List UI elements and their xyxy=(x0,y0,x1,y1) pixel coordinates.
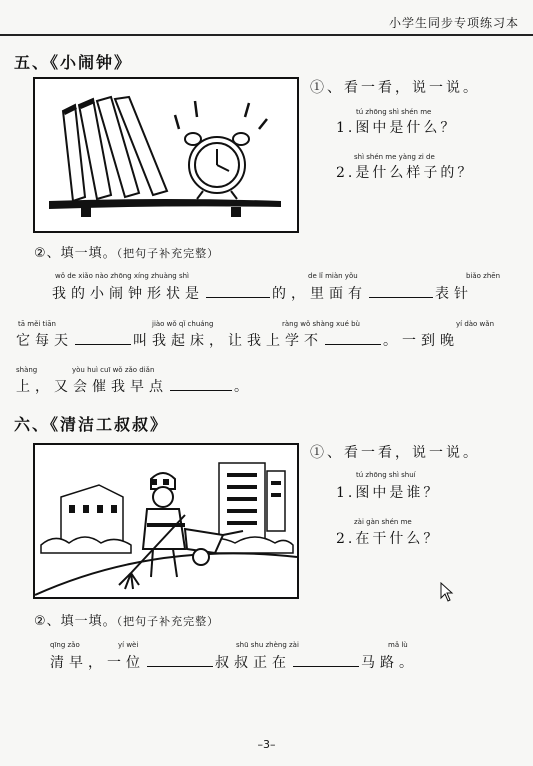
book-title: 小学生同步专项练习本 xyxy=(388,16,519,30)
s6-line-1 xyxy=(50,652,418,672)
s5-line-1 xyxy=(52,283,473,303)
s6-q1a: 1.图中是谁？ xyxy=(336,485,441,501)
s6-blank-who[interactable] xyxy=(147,654,213,667)
s5-blank-early[interactable] xyxy=(170,378,232,391)
cleaner-picture xyxy=(35,445,297,597)
s5-line-3 xyxy=(16,376,253,396)
s6-q1a-pinyin: tú zhōng shì shuí xyxy=(356,471,416,479)
s5-l1-text-b: 的，里面有 xyxy=(272,286,367,302)
s5-l3-pinyin-a: shàng xyxy=(16,366,38,374)
s6-q1-heading: ①、看一看，说一说。 xyxy=(310,445,480,461)
s5-q1-heading: ①、看一看，说一说。 xyxy=(310,80,480,96)
s5-l2-pinyin-b: jiào wǒ qǐ chuáng xyxy=(152,320,214,328)
s5-blank-inside[interactable] xyxy=(369,285,433,298)
s5-l1-text-c: 表针 xyxy=(435,286,473,302)
alarm-clock-picture xyxy=(35,79,297,231)
s5-q1b: 2.是什么样子的？ xyxy=(336,165,475,181)
s6-l1-pinyin-a: qīng zǎo xyxy=(50,641,80,649)
s5-l3-text-b: 又会催我早点 xyxy=(54,379,168,395)
s5-q1a: 1.图中是什么？ xyxy=(336,120,458,136)
s6-l1-pinyin-c: shū shu zhèng zài xyxy=(236,641,299,649)
s6-q2-hint: （把句子补充完整） xyxy=(116,615,220,628)
s5-l2-pinyin-a: tā měi tiān xyxy=(18,320,56,328)
s5-q2-label: ②、填一填。 xyxy=(34,246,117,261)
s5-blank-shape[interactable] xyxy=(206,285,270,298)
s5-l1-pinyin-c: biǎo zhēn xyxy=(466,272,501,280)
s6-q2-label: ②、填一填。 xyxy=(34,614,117,629)
s5-l2-text-a: 它每天 xyxy=(16,333,73,349)
s5-q2-hint: （把句子补充完整） xyxy=(116,247,220,260)
s5-q2-heading xyxy=(34,242,219,261)
s5-l2-pinyin-c: ràng wǒ shàng xué bù xyxy=(282,320,360,328)
s5-l2-text-b: 叫我起床， xyxy=(133,333,228,349)
s5-line-2 xyxy=(16,330,459,350)
s6-l1-text-d: 马路。 xyxy=(361,655,418,671)
s6-blank-doing[interactable] xyxy=(293,654,359,667)
section-6-title: 六、《清洁工叔叔》 xyxy=(14,415,169,434)
s6-l1-pinyin-b: yí wèi xyxy=(118,641,139,649)
cleaner-illustration xyxy=(33,443,299,599)
s6-q1b: 2.在干什么？ xyxy=(336,531,441,547)
s5-q1b-pinyin: shì shén me yàng zi de xyxy=(354,153,435,161)
s5-l1-pinyin-a: wǒ de xiǎo nào zhōng xíng zhuàng shì xyxy=(55,272,189,280)
s6-l1-pinyin-d: mǎ lù xyxy=(388,641,408,649)
s5-blank-daily[interactable] xyxy=(75,332,131,345)
s5-l2-text-c: 让我上学不 xyxy=(228,333,323,349)
s5-l1-pinyin-b: de lǐ miàn yǒu xyxy=(308,272,358,280)
s6-q1b-pinyin: zài gàn shén me xyxy=(354,518,412,526)
alarm-clock-illustration xyxy=(33,77,299,233)
page-number: –3– xyxy=(257,738,276,751)
s5-l2-pinyin-d: yí dào wǎn xyxy=(456,320,495,328)
s5-blank-late[interactable] xyxy=(325,332,381,345)
s5-l3-text-a: 上， xyxy=(16,379,54,395)
s6-l1-text-c: 叔叔正在 xyxy=(215,655,291,671)
s6-l1-text-b: 一位 xyxy=(107,655,145,671)
mouse-cursor-icon xyxy=(440,582,454,606)
section-5-title: 五、《小闹钟》 xyxy=(14,53,133,72)
s5-l2-text-d: 。一到晚 xyxy=(383,333,459,349)
s6-l1-text-a: 清早， xyxy=(50,655,107,671)
s5-l3-pinyin-b: yòu huì cuī wǒ zǎo diǎn xyxy=(72,366,155,374)
s5-l1-text-a: 我的小闹钟形状是 xyxy=(52,286,204,302)
s5-l3-text-c: 。 xyxy=(234,379,253,395)
header-rule xyxy=(0,34,533,36)
s5-q1a-pinyin: tú zhōng shì shén me xyxy=(356,108,432,116)
s6-q2-heading xyxy=(34,610,219,629)
